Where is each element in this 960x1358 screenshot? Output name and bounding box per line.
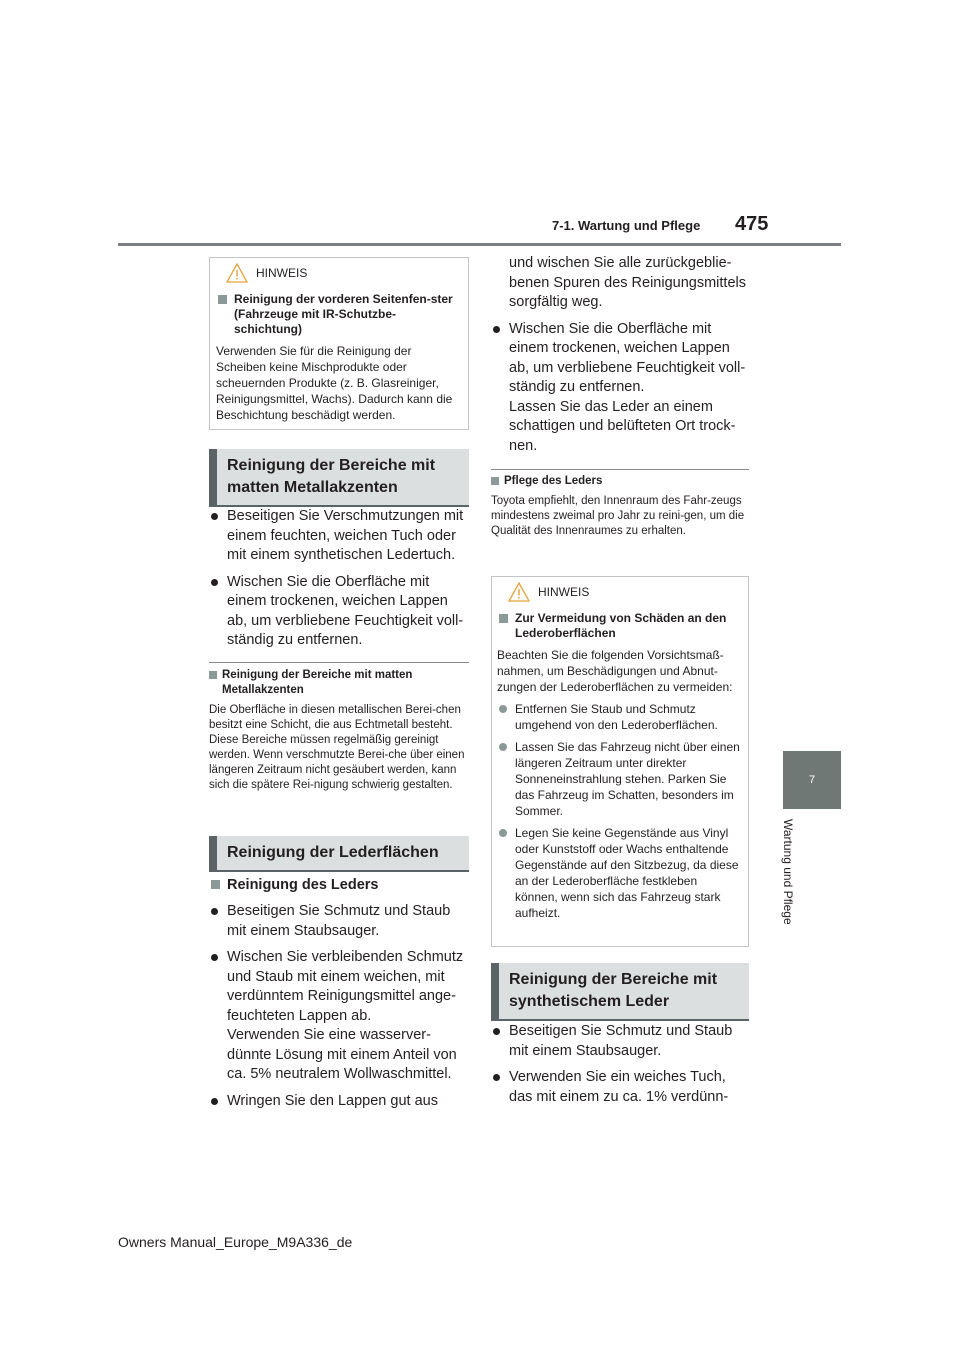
list-item: Wischen Sie die Oberfläche mit einem trockenen, weichen Lappen ab, um verbliebene Feuchtigkeit voll-ständig zu entfernen. Lassen Sie das Leder an einem schattigen und belüfteten Ort trock-nen. (491, 320, 749, 457)
page-number: 475 (735, 213, 769, 235)
header-rule (118, 243, 841, 246)
bullet-icon (211, 908, 218, 915)
banner-title: Reinigung der Bereiche mit matten Metallakzenten (209, 449, 469, 505)
list-item: Wringen Sie den Lappen gut aus (209, 1092, 467, 1112)
continued-text: und wischen Sie alle zurückgeblie-benen Spuren des Reinigungsmittels sorgfältig weg. (509, 255, 746, 310)
list-item-note: Lassen Sie das Leder an einem schattigen und belüfteten Ort trock-nen. (509, 398, 736, 454)
notice-item: Lassen Sie das Fahrzeug nicht über einen längeren Zeitraum unter direkter Sonneneinstrahlung stehen. Parken Sie das Fahrzeug im Schatten, besonders im Sommer. (497, 739, 743, 819)
sub-heading: Reinigung des Leders (209, 876, 467, 895)
warning-icon (226, 263, 248, 283)
bullet-list (209, 876, 467, 1111)
subsection-heading: Reinigung der Bereiche mit matten Metallakzenten (209, 668, 469, 698)
section-banner (209, 836, 469, 872)
footer-text: Owners Manual_Europe_M9A336_de (118, 1234, 353, 1250)
section-title: 7-1. Wartung und Pflege (552, 218, 701, 233)
subsection-text: Toyota empfiehlt, den Innenraum des Fahr-zeugs mindestens zweimal pro Jahr zu reini-gen, um die Qualität des Innenraumes zu erhalten. (491, 495, 745, 537)
divider (209, 662, 469, 663)
chapter-label (775, 819, 815, 949)
notice-heading: Zur Vermeidung von Schäden an den Lederoberflächen (497, 611, 743, 641)
bullet-icon (499, 743, 507, 751)
notice-header (492, 577, 748, 607)
list-item: Wischen Sie verbleibenden Schmutz und Staub mit einem weichen, mit verdünntem Reinigungsmittel ange-feuchteten Lappen ab. Verwenden Sie eine wasserver-dünnte Lösung mit einem Anteil von ca. 5% neutralem Wollwaschmittel. (209, 948, 467, 1085)
bullet-list (209, 507, 467, 651)
notice-item: Legen Sie keine Gegenstände aus Vinyl oder Kunststoff oder Wachs enthaltende Gegenstände auf den Sitzbezug, da diese an der Lederoberfläche festkleben können, wenn sich das Fahrzeug stark aufheizt. (497, 825, 743, 921)
subsection-text: Die Oberfläche in diesen metallischen Berei-chen besitzt eine Schicht, die aus Echtmetall besteht. Diese Bereiche müssen regelmäßig gereinigt werden. Wenn verschmutzte Berei-che über einen längeren Zeitraum nicht gesäubert werden, kann sich die spätere Rei-nigung schwierig gestalten. (209, 704, 465, 791)
bullet-icon (211, 954, 218, 961)
bullet-icon (493, 1074, 500, 1081)
list-item: Beseitigen Sie Schmutz und Staub mit einem Staubsauger. (491, 1022, 749, 1061)
notice-text: Verwenden Sie für die Reinigung der Scheiben keine Mischprodukte oder scheuernden Produkte (z. B. Glasreiniger, Reinigungsmittel, Wachs). Dadurch kann die Beschichtung beschädigt werden. (216, 344, 453, 422)
square-bullet-icon (209, 671, 217, 679)
notice-intro: Beachten Sie die folgenden Vorsichtsmaß-nahmen, um Beschädigungen und Abnut-zungen der Lederoberflächen zu vermeiden: (497, 648, 733, 694)
bullet-icon (211, 1098, 218, 1105)
square-bullet-icon (218, 295, 227, 304)
warning-icon (508, 582, 530, 602)
subsection (209, 668, 469, 793)
list-item-note: Verwenden Sie eine wasserver-dünnte Lösung mit einem Anteil von ca. 5% neutralem Wollwaschmittel. (227, 1027, 457, 1082)
list-item: Beseitigen Sie Verschmutzungen mit einem feuchten, weichen Tuch oder mit einem synthetischen Ledertuch. (209, 507, 467, 566)
continued-list (491, 254, 749, 456)
bullet-icon (211, 513, 218, 520)
list-item: Verwenden Sie ein weiches Tuch, das mit einem zu ca. 1% verdünn- (491, 1068, 749, 1107)
chapter-title: Wartung und Pflege (781, 819, 795, 925)
bullet-list (491, 1022, 749, 1107)
notice-box (491, 576, 749, 947)
subsection-heading: Pflege des Leders (491, 474, 749, 489)
bullet-icon (493, 1028, 500, 1035)
divider (491, 469, 749, 470)
banner-title: Reinigung der Lederflächen (209, 836, 469, 870)
list-item: Wischen Sie die Oberfläche mit einem trockenen, weichen Lappen ab, um verbliebene Feuchtigkeit voll-ständig zu entfernen. (209, 573, 467, 651)
chapter-tab (783, 751, 841, 809)
square-bullet-icon (499, 614, 508, 623)
notice-label: HINWEIS (538, 585, 590, 599)
banner-line (209, 870, 469, 872)
section-banner (491, 963, 749, 1021)
banner-line (491, 1019, 749, 1021)
notice-label: HINWEIS (256, 266, 308, 280)
notice-box (209, 257, 469, 430)
chapter-number: 7 (808, 774, 816, 786)
section-banner (209, 449, 469, 507)
banner-title: Reinigung der Bereiche mit synthetischem Leder (491, 963, 749, 1019)
notice-heading: Reinigung der vorderen Seitenfen-ster (Fahrzeuge mit IR-Schutzbe-schichtung) (216, 292, 462, 337)
notice-item: Entfernen Sie Staub und Schmutz umgehend von den Lederoberflächen. (497, 701, 743, 733)
square-bullet-icon (491, 477, 499, 485)
subsection (491, 474, 749, 539)
bullet-icon (493, 326, 500, 333)
bullet-icon (211, 579, 218, 586)
notice-header (210, 258, 468, 288)
bullet-icon (499, 829, 507, 837)
square-bullet-icon (211, 880, 220, 889)
bullet-icon (499, 705, 507, 713)
list-item: Beseitigen Sie Schmutz und Staub mit einem Staubsauger. (209, 902, 467, 941)
